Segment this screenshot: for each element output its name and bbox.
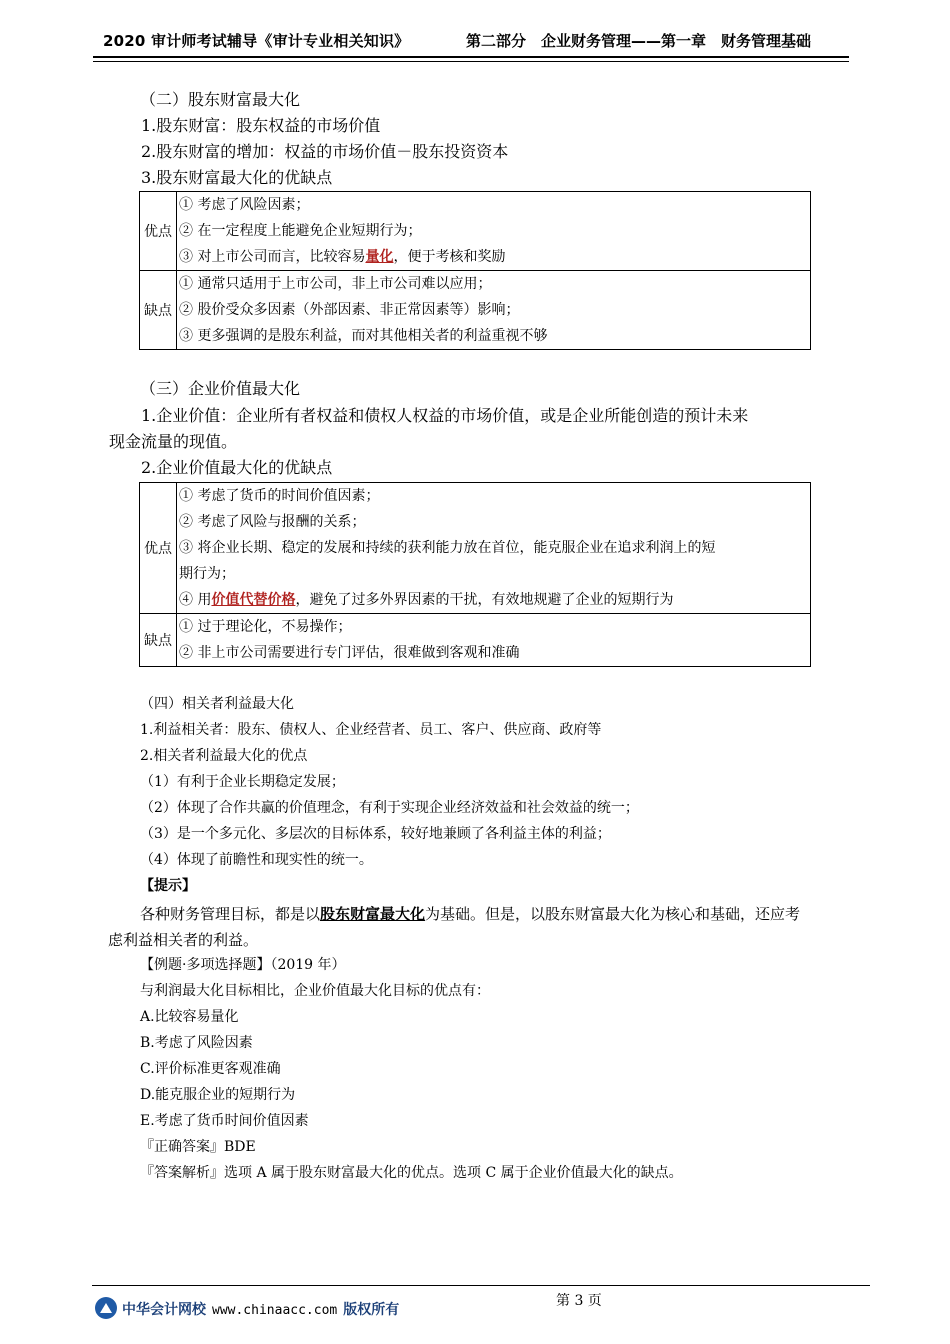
footer-brand bbox=[122, 1299, 399, 1319]
tip-keyword: 股东财富最大化 bbox=[320, 905, 426, 923]
list-item: ① 考虑了风险因素； bbox=[179, 197, 310, 213]
table-row bbox=[140, 271, 811, 350]
brand-logo-icon bbox=[95, 1297, 117, 1319]
table-row bbox=[140, 192, 811, 271]
example-title: 【例题·多项选择题】（2019 年） bbox=[140, 957, 346, 973]
section4-title: （四）相关者利益最大化 bbox=[140, 696, 294, 712]
tip-text: 各种财务管理目标，都是以 bbox=[140, 905, 321, 923]
example-question: 与利润最大化目标相比，企业价值最大化目标的优点有： bbox=[140, 983, 490, 999]
option-b: B.考虑了风险因素 bbox=[140, 1035, 253, 1051]
section3-p2: 2.企业价值最大化的优缺点 bbox=[141, 458, 333, 477]
item-text: ，避免了过多外界因素的干扰，有效地规避了企业的短期行为 bbox=[295, 592, 674, 608]
section2-p2: 2.股东财富的增加：权益的市场价值－股东投资资本 bbox=[141, 142, 509, 161]
list-item: ③ 更多强调的是股东利益，而对其他相关者的利益重视不够 bbox=[179, 328, 548, 344]
list-item: ② 非上市公司需要进行专门评估，很难做到客观和准确 bbox=[179, 645, 520, 661]
disadvantage-cell bbox=[177, 614, 811, 667]
disadvantage-cell bbox=[177, 271, 811, 350]
option-e: E.考虑了货币时间价值因素 bbox=[140, 1113, 309, 1129]
header-divider bbox=[93, 56, 849, 58]
list-item: ① 过于理论化，不易操作； bbox=[179, 619, 352, 635]
section3-p1-line1: 1.企业价值：企业所有者权益和债权人权益的市场价值，或是企业所能创造的预计未来 bbox=[141, 406, 749, 425]
section2-p1: 1.股东财富：股东权益的市场价值 bbox=[141, 116, 381, 135]
list-item: （4）体现了前瞻性和现实性的统一。 bbox=[140, 852, 373, 868]
advantage-cell bbox=[177, 483, 811, 614]
table-row bbox=[140, 614, 811, 667]
tip-title: 【提示】 bbox=[140, 878, 196, 894]
advantage-label: 优点 bbox=[140, 483, 177, 614]
section2-p3: 3.股东财富最大化的优缺点 bbox=[141, 168, 333, 187]
list-item bbox=[179, 244, 808, 270]
item-text: ④ 用 bbox=[179, 592, 212, 608]
list-item: ② 在一定程度上能避免企业短期行为； bbox=[179, 223, 422, 239]
section4-p2: 2.相关者利益最大化的优点 bbox=[140, 748, 308, 764]
list-item: （3）是一个多元化、多层次的目标体系，较好地兼顾了各利益主体的利益； bbox=[140, 826, 611, 842]
tip-text: 为基础。但是，以股东财富最大化为核心和基础，还应考 bbox=[425, 905, 801, 923]
disadvantage-label: 缺点 bbox=[140, 271, 177, 350]
list-item: ① 考虑了货币的时间价值因素； bbox=[179, 488, 380, 504]
option-a: A.比较容易量化 bbox=[140, 1009, 239, 1025]
disadvantage-label: 缺点 bbox=[140, 614, 177, 667]
section2-title: （二）股东财富最大化 bbox=[140, 90, 301, 109]
list-item: ② 考虑了风险与报酬的关系； bbox=[179, 514, 366, 530]
section3-p1-line2: 现金流量的现值。 bbox=[109, 432, 238, 451]
advantage-label: 优点 bbox=[140, 192, 177, 271]
quantify-keyword: 量化 bbox=[365, 249, 394, 265]
option-c: C.评价标准更客观准确 bbox=[140, 1061, 281, 1077]
header-divider-thin bbox=[93, 61, 849, 62]
list-item: 期行为； bbox=[179, 566, 235, 582]
list-item: ① 通常只适用于上市公司，非上市公司难以应用； bbox=[179, 276, 492, 292]
header-title-left: 2020 审计师考试辅导《审计专业相关知识》 bbox=[103, 32, 410, 50]
list-item bbox=[179, 587, 808, 613]
site-link[interactable]: www.chinaacc.com bbox=[212, 1303, 338, 1318]
list-item: （1）有利于企业长期稳定发展； bbox=[140, 774, 345, 790]
footer-divider bbox=[92, 1285, 870, 1286]
section4-p1: 1.利益相关者：股东、债权人、企业经营者、员工、客户、供应商、政府等 bbox=[140, 722, 602, 738]
correct-answer: 『正确答案』BDE bbox=[140, 1139, 256, 1155]
enterprise-value-table bbox=[139, 482, 811, 667]
item-text: ，便于考核和奖励 bbox=[393, 249, 506, 265]
shareholder-wealth-table bbox=[139, 191, 811, 350]
list-item: ③ 将企业长期、稳定的发展和持续的获利能力放在首位，能克服企业在追求利润上的短 bbox=[179, 540, 716, 556]
copyright: 版权所有 bbox=[343, 1302, 400, 1318]
brand-name: 中华会计网校 bbox=[122, 1302, 206, 1318]
list-item: ② 股价受众多因素（外部因素、非正常因素等）影响； bbox=[179, 302, 520, 318]
table-row bbox=[140, 483, 811, 614]
tip-line1 bbox=[140, 902, 800, 926]
tip-line2: 虑利益相关者的利益。 bbox=[108, 931, 259, 949]
header-title-right: 第二部分 企业财务管理——第一章 财务管理基础 bbox=[466, 32, 812, 50]
section3-title: （三）企业价值最大化 bbox=[140, 379, 301, 398]
item-text: ③ 对上市公司而言，比较容易 bbox=[179, 249, 366, 265]
answer-analysis: 『答案解析』选项 A 属于股东财富最大化的优点。选项 C 属于企业价值最大化的缺点。 bbox=[140, 1165, 683, 1181]
advantage-cell bbox=[177, 192, 811, 271]
page-number: 第 3 页 bbox=[556, 1293, 602, 1309]
option-d: D.能克服企业的短期行为 bbox=[140, 1087, 296, 1103]
value-keyword: 价值代替价格 bbox=[211, 592, 296, 608]
list-item: （2）体现了合作共赢的价值理念，有利于实现企业经济效益和社会效益的统一； bbox=[140, 800, 639, 816]
